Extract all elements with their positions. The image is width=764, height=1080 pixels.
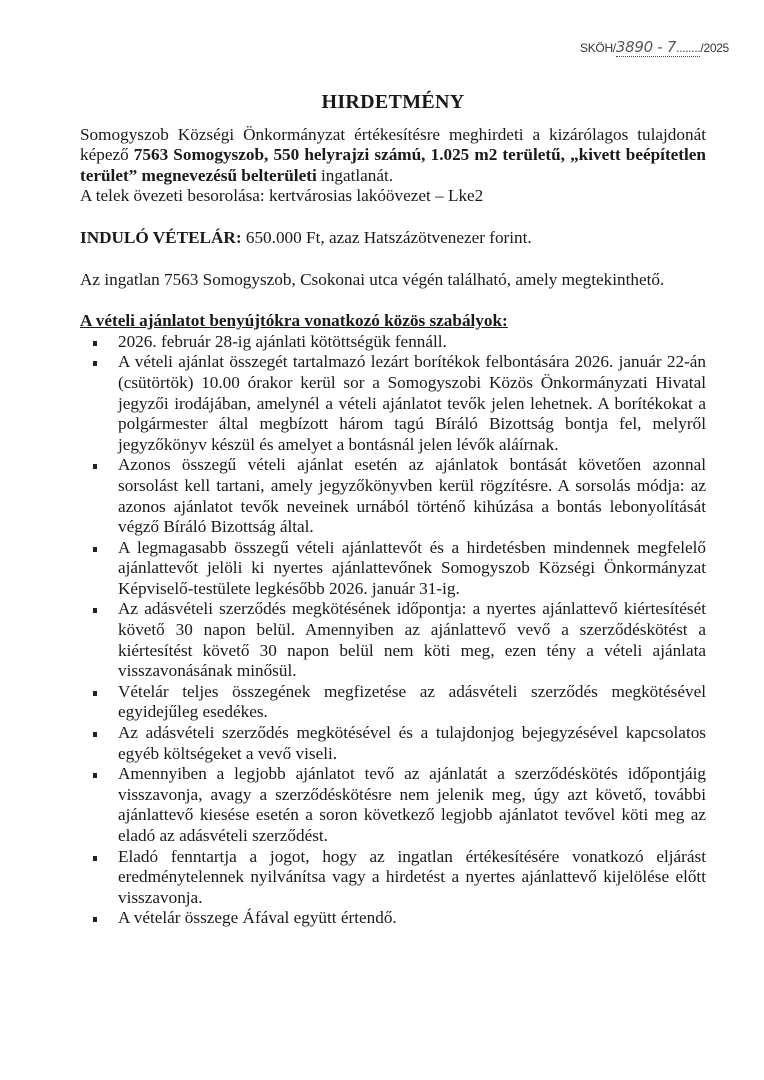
rule-item: Azonos összegű vételi ajánlat esetén az ajánlatok bontását követően azonnal sorsolást kell tartani, amely jegyzőkönyvben kerül rögzítésre. A sorsolás módja: az azonos ajánlatot tevők neveinek urnából történő kihúzása a bontás lebonyolítását végző Bíráló Bizottság által. xyxy=(80,455,706,537)
rule-item: Vételár teljes összegének megfizetése az adásvételi szerződés megkötésével egyidejűleg esedékes. xyxy=(80,682,706,723)
rule-item: A vételi ajánlat összegét tartalmazó lezárt borítékok felbontására 2026. január 22-án (csütörtök) 10.00 órakor kerül sor a Somogyszobi Közös Önkormányzati Hivatal jegyzői irodájában, amelynél a vételi ajánlatot tevők jelen lehetnek. A borítékokat a polgármester által megbízott három tagú Bíráló Bizottság bontja fel, melyről jegyzőkönyv készül és amelyet a bontásnál jelen lévők aláírnak. xyxy=(80,352,706,455)
reference-prefix: SKÖH/ xyxy=(580,41,616,55)
reference-number xyxy=(580,38,729,57)
rule-item: A vételár összege Áfával együtt értendő. xyxy=(80,908,706,929)
price-value: 650.000 Ft, azaz Hatszázötvenezer forint. xyxy=(241,227,532,247)
rule-item: Amennyiben a legjobb ajánlatot tevő az ajánlatát a szerződéskötés időpontjáig visszavonja, avagy a szerződéskötésre nem jelenik meg, úgy azt követő, további ajánlattevő kiesése esetén a soron következő legjobb ajánlatot tevővel köti meg az eladó az adásvételi szerződést. xyxy=(80,764,706,846)
rules-title: A vételi ajánlatot benyújtókra vonatkozó közös szabályok: xyxy=(80,311,508,331)
zoning-line: A telek övezeti besorolása: kertvárosias lakóövezet – Lke2 xyxy=(80,186,484,206)
rule-item: 2026. február 28-ig ajánlati kötöttségük fennáll. xyxy=(80,332,706,353)
rule-item: A legmagasabb összegű vételi ajánlattevőt és a hirdetésben mindennek megfelelő ajánlattevőt jelöli ki nyertes ajánlattevőnek Somogyszob Községi Önkormányzat Képviselő-testülete legkésőbb 2026. január 31-ig. xyxy=(80,538,706,600)
starting-price xyxy=(80,228,706,249)
intro-paragraph: Somogyszob Községi Önkormányzat értékesítésre meghirdeti a kizárólagos tulajdonát képező 7563 Somogyszob, 550 helyrajzi számú, 1.025 m2 területű, „kivett beépítetlen terület” megnevezésű belterületi ingatlanát. xyxy=(80,124,706,185)
reference-suffix: /2025 xyxy=(700,41,729,55)
rule-item: Az adásvételi szerződés megkötésével és a tulajdonjog bejegyzésével kapcsolatos egyéb költségeket a vevő viseli. xyxy=(80,723,706,764)
document-title: HIRDETMÉNY xyxy=(321,91,465,113)
reference-handwritten: 3890 - 7........ xyxy=(615,38,701,56)
document-page xyxy=(80,92,706,929)
rules-list xyxy=(80,332,706,929)
property-details: 7563 Somogyszob, 550 helyrajzi számú, 1.025 m2 területű, „kivett beépítetlen terület” megnevezésű belterületi xyxy=(80,145,706,185)
rule-item: Eladó fenntartja a jogot, hogy az ingatlan értékesítésére vonatkozó eljárást eredménytelennek nyilvánítsa vagy a hirdetést a nyertes ajánlattevő kijelölése előtt visszavonja. xyxy=(80,847,706,909)
location-paragraph: Az ingatlan 7563 Somogyszob, Csokonai utca végén található, amely megtekinthető. xyxy=(80,269,665,289)
price-label: INDULÓ VÉTELÁR: xyxy=(80,227,242,247)
rule-item: Az adásvételi szerződés megkötésének időpontja: a nyertes ajánlattevő kiértesítését követő 30 napon belül. Amennyiben az ajánlattevő vevő a szerződéskötést a kiértesítést követő 30 napon belül nem köti meg, ezen tény a vételi ajánlata visszavonásának minősül. xyxy=(80,599,706,681)
